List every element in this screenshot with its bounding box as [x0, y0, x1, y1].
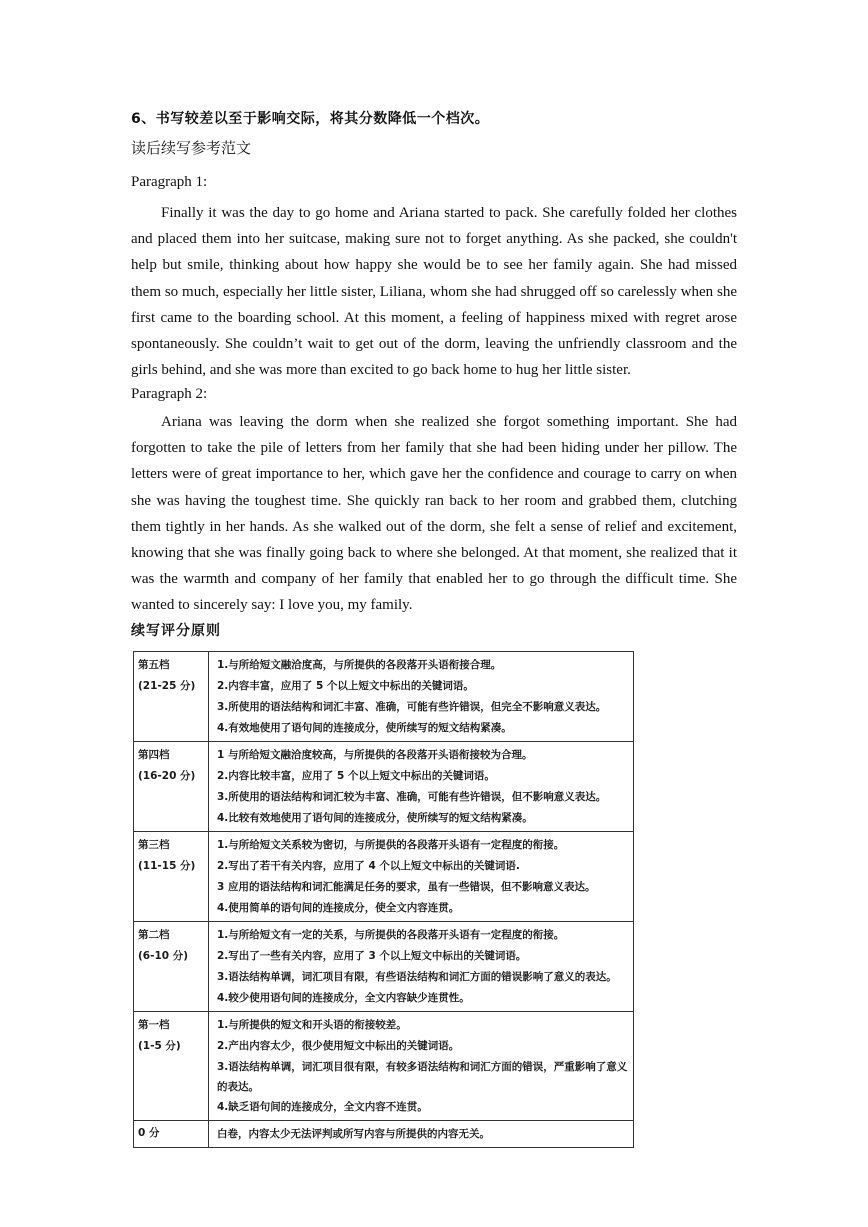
criteria-cell: [209, 742, 634, 832]
criteria-cell: [209, 1121, 634, 1148]
criteria-cell: [209, 922, 634, 1012]
section-heading: 读后续写参考范文: [131, 139, 252, 157]
rubric-row-band-2: [134, 922, 634, 1012]
paragraph-2-label: Paragraph 2:: [131, 386, 208, 402]
band-cell: [134, 742, 209, 832]
paragraph-1-label: Paragraph 1:: [131, 174, 208, 190]
criteria-cell: [209, 652, 634, 742]
paragraph-1-text: Finally it was the day to go home and Ariana started to pack. She carefully folded her clothes and placed them into her suitcase, making sure not to forget anything. As she packed, she couldn't help but smile, thinking about how happy she would be to see her family again. She had missed them so much, especially her little sister, Liliana, whom she had shrugged off so carelessly when she first came to the boarding school. At this moment, a feeling of happiness mixed with regret arose spontaneously. She couldn’t wait to get out of the dorm, leaving the unfriendly classroom and the girls behind, and she was more than excited to go back home to hug her little sister.: [131, 205, 737, 379]
criterion: 3.语法结构单调，词汇项目有限，有些语法结构和词汇方面的错误影响了意义的表达。: [217, 971, 617, 983]
rubric-row-band-3: [134, 832, 634, 922]
criterion: 2.内容丰富，应用了 5 个以上短文中标出的关键词语。: [217, 680, 474, 692]
band-name: 第五档: [138, 659, 170, 671]
band-cell: [134, 1012, 209, 1121]
criteria-cell: [209, 1012, 634, 1121]
band-name: 第三档: [138, 839, 170, 851]
criterion: 2.内容比较丰富，应用了 5 个以上短文中标出的关键词语。: [217, 770, 495, 782]
rubric-title: 续写评分原则: [131, 623, 221, 639]
criterion: 3.所使用的语法结构和词汇丰富、准确，可能有些许错误，但完全不影响意义表达。: [217, 701, 607, 713]
band-name: 第二档: [138, 929, 170, 941]
band-cell: [134, 832, 209, 922]
criterion: 3 应用的语法结构和词汇能满足任务的要求，虽有一些错误，但不影响意义表达。: [217, 881, 596, 893]
criterion: 3.所使用的语法结构和词汇较为丰富、准确，可能有些许错误，但不影响意义表达。: [217, 791, 607, 803]
criterion: 3.语法结构单调，词汇项目很有限，有较多语法结构和词汇方面的错误，严重影响了意义的表达。: [217, 1061, 628, 1093]
band-name: 0 分: [138, 1127, 160, 1139]
rubric-row-band-0: [134, 1121, 634, 1148]
scoring-note: 6、书写较差以至于影响交际，将其分数降低一个档次。: [131, 111, 490, 127]
paragraph-2-text: Ariana was leaving the dorm when she realized she forgot something important. She had forgotten to take the pile of letters from her family that she had been hiding under her pillow. The letters were of great importance to her, which gave her the confidence and courage to carry on when she was having the toughest time. She quickly ran back to her room and grabbed them, clutching them tightly in her hands. As she walked out of the dorm, she felt a sense of relief and excitement, knowing that she was finally going back to where she belonged. At that moment, she realized that it was the warmth and company of her family that enabled her to go through the difficult time. She wanted to sincerely say: I love you, my family.: [131, 414, 737, 614]
criterion: 4.比较有效地使用了语句间的连接成分，使所续写的短文结构紧凑。: [217, 812, 533, 824]
band-range: (16-20 分): [138, 770, 196, 782]
rubric-row-band-1: [134, 1012, 634, 1121]
criterion: 1.与所给短文融洽度高，与所提供的各段落开头语衔接合理。: [217, 659, 502, 671]
rubric-row-band-4: [134, 742, 634, 832]
criterion: 4.有效地使用了语句间的连接成分，使所续写的短文结构紧凑。: [217, 722, 512, 734]
band-range: (21-25 分): [138, 680, 196, 692]
criterion: 2.写出了一些有关内容，应用了 3 个以上短文中标出的关键词语。: [217, 950, 527, 962]
rubric-row-band-5: [134, 652, 634, 742]
band-name: 第一档: [138, 1019, 170, 1031]
band-cell: [134, 1121, 209, 1148]
band-range: (1-5 分): [138, 1040, 181, 1052]
criterion: 1.与所给短文有一定的关系，与所提供的各段落开头语有一定程度的衔接。: [217, 929, 565, 941]
criteria-cell: [209, 832, 634, 922]
band-range: (6-10 分): [138, 950, 189, 962]
band-range: (11-15 分): [138, 860, 196, 872]
criterion: 4.使用简单的语句间的连接成分，使全文内容连贯。: [217, 902, 460, 914]
criterion: 2.写出了若干有关内容，应用了 4 个以上短文中标出的关键词语.: [217, 860, 520, 872]
criterion: 4.缺乏语句间的连接成分，全文内容不连贯。: [217, 1101, 428, 1113]
criterion: 白卷，内容太少无法评判或所写内容与所提供的内容无关。: [217, 1128, 490, 1140]
band-name: 第四档: [138, 749, 170, 761]
band-cell: [134, 652, 209, 742]
criterion: 1.与所提供的短文和开头语的衔接较差。: [217, 1019, 407, 1031]
criterion: 1.与所给短文关系较为密切，与所提供的各段落开头语有一定程度的衔接。: [217, 839, 565, 851]
criterion: 1 与所给短文融洽度较高，与所提供的各段落开头语衔接较为合理。: [217, 749, 533, 761]
rubric-table: [133, 651, 634, 1148]
criterion: 4.较少使用语句间的连接成分，全文内容缺少连贯性。: [217, 992, 470, 1004]
criterion: 2.产出内容太少，很少使用短文中标出的关键词语。: [217, 1040, 460, 1052]
band-cell: [134, 922, 209, 1012]
